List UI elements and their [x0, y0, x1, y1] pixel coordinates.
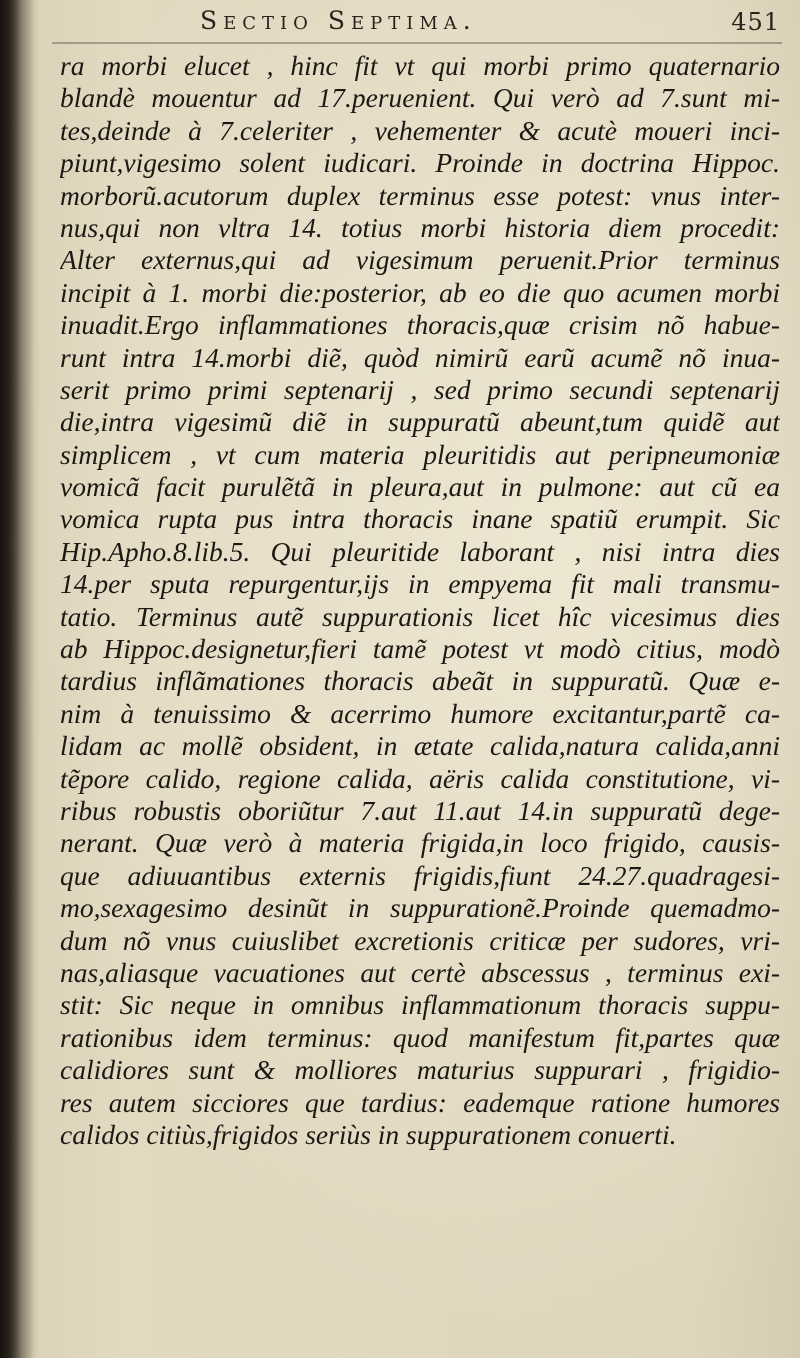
text-line: piunt,vigesimo solent iudicari. Proinde in doctrina Hippoc. [60, 147, 780, 179]
text-line: mo,sexagesimo desinũt in suppurationẽ.Proinde quemadmo- [60, 892, 780, 924]
running-head: Sectio Septima. [200, 6, 477, 35]
text-line: vomicã facit purulẽtã in pleura,aut in pulmone: aut cũ ea [60, 471, 780, 503]
page-number: 451 [731, 8, 780, 36]
text-line: morborũ.acutorum duplex terminus esse potest: vnus inter- [60, 179, 780, 211]
text-line: que adiuuantibus externis frigidis,fiunt 24.27.quadragesi- [60, 859, 780, 891]
text-line: nim à tenuissimo & acerrimo humore excitantur,partẽ ca- [60, 697, 780, 729]
text-line: tẽpore calido, regione calida, aëris calida constitutione, vi- [60, 762, 780, 794]
text-line: 14.per sputa repurgentur,ijs in empyema fit mali transmu- [60, 568, 780, 600]
text-line: Hip.Apho.8.lib.5. Qui pleuritide laborant , nisi intra dies [60, 535, 780, 567]
text-line: res autem sicciores que tardius: eademque ratione humores [60, 1086, 780, 1118]
text-line: die,intra vigesimũ diẽ in suppuratũ abeunt,tum quidẽ aut [60, 406, 780, 438]
header-rule [52, 42, 782, 44]
text-line: serit primo primi septenarij , sed primo secundi septenarij [60, 373, 780, 405]
text-line: tatio. Terminus autẽ suppurationis licet hîc vicesimus dies [60, 600, 780, 632]
text-line: calidiores sunt & molliores maturius suppurari , frigidio- [60, 1054, 780, 1086]
text-line: stit: Sic neque in omnibus inflammationum thoracis suppu- [60, 989, 780, 1021]
text-line: nerant. Quæ verò à materia frigida,in loco frigido, causis- [60, 827, 780, 859]
body-text [60, 50, 780, 1151]
text-line: ab Hippoc.designetur,fieri tamẽ potest vt modò citius, modò [60, 633, 780, 665]
text-line: vomica rupta pus intra thoracis inane spatiũ erumpit. Sic [60, 503, 780, 535]
text-line: ribus robustis oboriũtur 7.aut 11.aut 14.in suppuratũ dege- [60, 794, 780, 826]
text-line: calidos citiùs,frigidos seriùs in suppurationem conuerti. [60, 1118, 677, 1150]
text-line: lidam ac mollẽ obsident, in ætate calida,natura calida,anni [60, 730, 780, 762]
text-line: tardius inflãmationes thoracis abeãt in suppuratũ. Quæ e- [60, 665, 780, 697]
text-line: ra morbi elucet , hinc fit vt qui morbi primo quaternario [60, 50, 780, 81]
text-line: runt intra 14.morbi diẽ, quòd nimirũ earũ acumẽ nõ inua- [60, 341, 780, 373]
text-line: inuadit.Ergo inflammationes thoracis,quæ crisim nõ habue- [60, 309, 780, 341]
text-line: Alter externus,qui ad vigesimum peruenit.Prior terminus [60, 244, 780, 276]
text-line: dum nõ vnus cuiuslibet excretionis criticæ per sudores, vri- [60, 924, 780, 956]
text-line: nas,aliasque vacuationes aut certè abscessus , terminus exi- [60, 956, 780, 988]
text-line: rationibus idem terminus: quod manifestum fit,partes quæ [60, 1021, 780, 1053]
text-line: tes,deinde à 7.celeriter , vehementer & acutè moueri inci- [60, 114, 780, 146]
text-line: nus,qui non vltra 14. totius morbi historia diem procedit: [60, 211, 780, 243]
text-line: simplicem , vt cum materia pleuritidis aut peripneumoniæ [60, 438, 780, 470]
text-line: incipit à 1. morbi die:posterior, ab eo die quo acumen morbi [60, 276, 780, 308]
page-header [200, 6, 780, 38]
binding-gutter [0, 0, 34, 1358]
text-line: blandè mouentur ad 17.peruenient. Qui verò ad 7.sunt mi- [60, 82, 780, 114]
